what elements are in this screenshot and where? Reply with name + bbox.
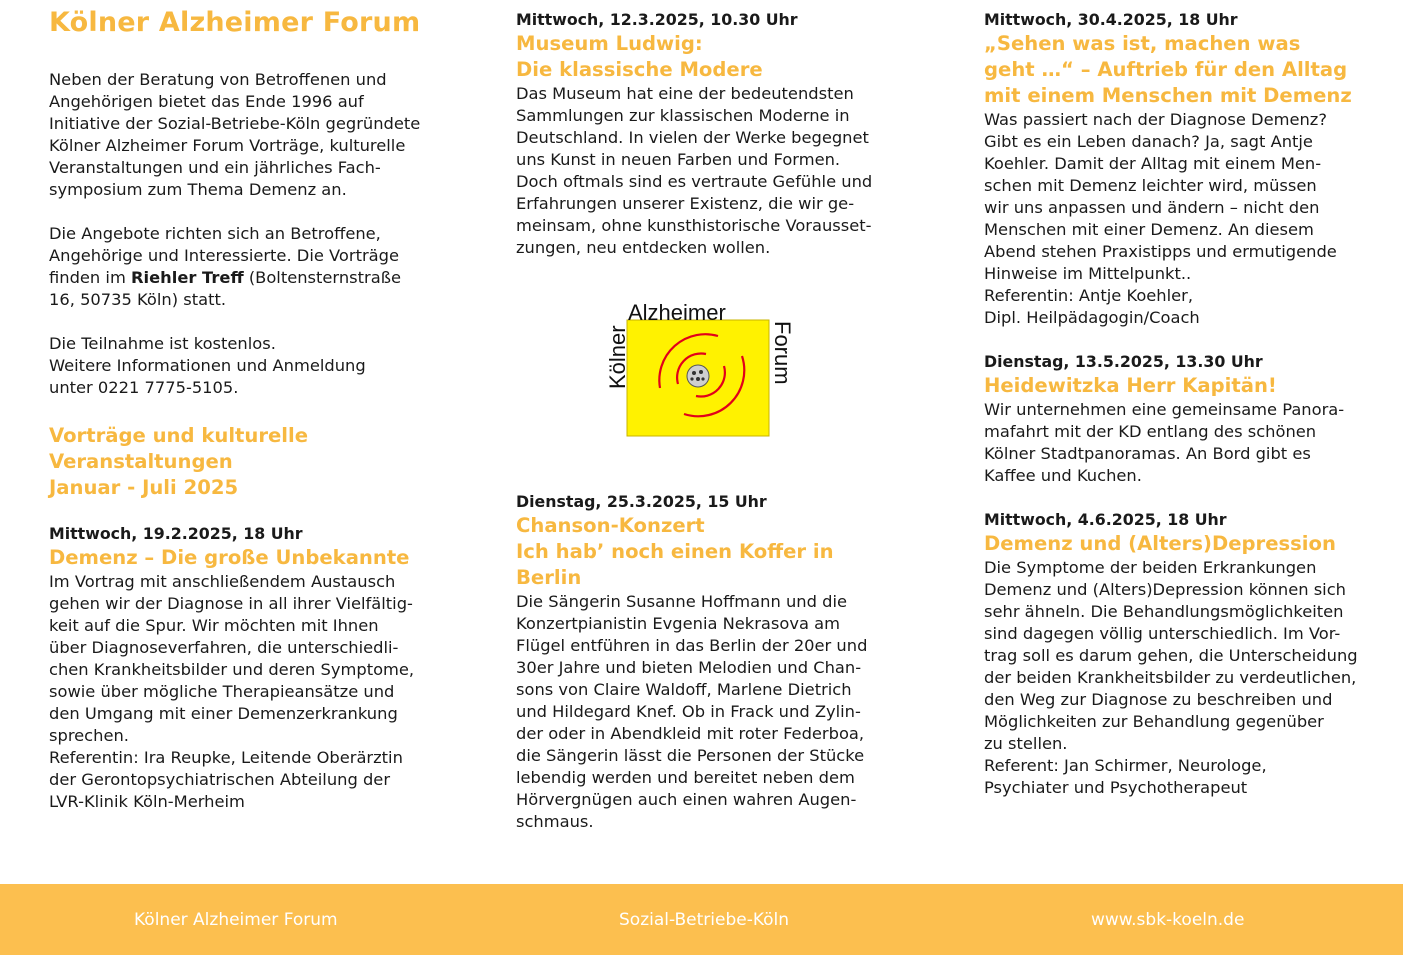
logo-word-top: Alzheimer bbox=[628, 300, 726, 325]
text-line: Weitere Informationen und Anmeldung bbox=[49, 356, 366, 375]
text-line: Angehörige und Interessierte. Die Vorträge bbox=[49, 246, 399, 265]
text-line: der Gerontopsychiatrischen Abteilung der bbox=[49, 770, 391, 789]
text-line: Doch oftmals sind es vertraute Gefühle und bbox=[516, 172, 873, 191]
event-title: Demenz – Die große Unbekannte bbox=[49, 546, 410, 569]
text-line: chen Krankheitsbilder und deren Symptome, bbox=[49, 660, 415, 679]
text-line: LVR-Klinik Köln-Merheim bbox=[49, 792, 245, 811]
event-date: Mittwoch, 30.4.2025, 18 Uhr bbox=[984, 10, 1238, 29]
text-line: zu stellen. bbox=[984, 734, 1068, 753]
text-line: Demenz und (Alters)Depression können sich bbox=[984, 580, 1346, 599]
event-date: Mittwoch, 4.6.2025, 18 Uhr bbox=[984, 510, 1227, 529]
event-title: Heidewitzka Herr Kapitän! bbox=[984, 374, 1277, 397]
text-line: Kaffee und Kuchen. bbox=[984, 466, 1142, 485]
text-line: den Umgang mit einer Demenzerkrankung bbox=[49, 704, 398, 723]
logo-graphic bbox=[606, 296, 796, 446]
text-line: Erfahrungen unserer Existenz, die wir ge- bbox=[516, 194, 855, 213]
text-line: Was passiert nach der Diagnose Demenz? bbox=[984, 110, 1327, 129]
text-line: meinsam, ohne kunsthistorische Vorausset- bbox=[516, 216, 872, 235]
text-line: Konzertpianistin Evgenia Nekrasova am bbox=[516, 614, 840, 633]
event-title: Ich hab’ noch einen Koffer in Berlin bbox=[516, 540, 834, 589]
text-line: wir uns anpassen und ändern – nicht den bbox=[984, 198, 1320, 217]
event-title: „Sehen was ist, machen was bbox=[984, 32, 1301, 55]
text-line-venue bbox=[49, 267, 429, 289]
event-date: Dienstag, 25.3.2025, 15 Uhr bbox=[516, 492, 767, 511]
text-line: Initiative der Sozial-Betriebe-Köln gegründete bbox=[49, 114, 421, 133]
text-line: Gibt es ein Leben danach? Ja, sagt Antje bbox=[984, 132, 1313, 151]
text-line: lebendig werden und bereitet neben dem bbox=[516, 768, 855, 787]
text-line: Im Vortrag mit anschließendem Austausch bbox=[49, 572, 396, 591]
venue-name: Riehler Treff bbox=[130, 268, 244, 287]
text-line: Menschen mit einer Demenz. An diesem bbox=[984, 220, 1314, 239]
footer-company-name: Sozial-Betriebe-Köln bbox=[619, 910, 790, 930]
contact-phone-line: unter 0221 7775-5105. bbox=[49, 378, 239, 397]
text-line: Das Museum hat eine der bedeutendsten bbox=[516, 84, 854, 103]
event-title: Chanson-Konzert bbox=[516, 514, 705, 537]
text-line: Die Symptome der beiden Erkrankungen bbox=[984, 558, 1317, 577]
page-title: Kölner Alzheimer Forum bbox=[49, 7, 421, 38]
heading-line: Januar - Juli 2025 bbox=[49, 476, 239, 499]
text-line: 16, 50735 Köln) statt. bbox=[49, 290, 227, 309]
text-line: schen mit Demenz leichter wird, müssen bbox=[984, 176, 1317, 195]
logo-word-right: Forum bbox=[770, 321, 795, 385]
text-line: sons von Claire Waldoff, Marlene Dietrich bbox=[516, 680, 852, 699]
text-line: Flügel entführen in das Berlin der 20er und bbox=[516, 636, 868, 655]
alzheimer-forum-logo bbox=[606, 296, 796, 446]
text-line: Psychiater und Psychotherapeut bbox=[984, 778, 1248, 797]
text-line: Kölner Alzheimer Forum Vorträge, kulturelle bbox=[49, 136, 406, 155]
section-heading bbox=[49, 423, 429, 501]
text-line: Deutschland. In vielen der Werke begegnet bbox=[516, 128, 869, 147]
text-line: schmaus. bbox=[516, 812, 594, 831]
text-line: Angehörigen bietet das Ende 1996 auf bbox=[49, 92, 364, 111]
text-line: der oder in Abendkleid mit roter Federboa, bbox=[516, 724, 865, 743]
text-line: uns Kunst in neuen Farben und Formen. bbox=[516, 150, 841, 169]
text-line: trag soll es darum gehen, die Unterscheidung bbox=[984, 646, 1358, 665]
text-line: Dipl. Heilpädagogin/Coach bbox=[984, 308, 1200, 327]
event-title: Demenz und (Alters)Depression bbox=[984, 532, 1336, 555]
logo-center-icon bbox=[687, 365, 709, 387]
text-line: Referentin: Ira Reupke, Leitende Oberärztin bbox=[49, 748, 403, 767]
footer-org-name: Kölner Alzheimer Forum bbox=[134, 910, 338, 930]
text-line: Neben der Beratung von Betroffenen und bbox=[49, 70, 387, 89]
text-line: gehen wir der Diagnose in all ihrer Vielfältig- bbox=[49, 594, 413, 613]
event-block bbox=[516, 491, 896, 833]
event-block bbox=[49, 523, 429, 813]
text-line: die Sängerin lässt die Personen der Stücke bbox=[516, 746, 865, 765]
text-line: Möglichkeiten zur Behandlung gegenüber bbox=[984, 712, 1324, 731]
logo-word-left: Kölner bbox=[606, 325, 630, 389]
heading-line: Veranstaltungen bbox=[49, 450, 233, 473]
event-block bbox=[984, 351, 1359, 487]
intro-paragraph-3 bbox=[49, 333, 429, 399]
event-title: mit einem Menschen mit Demenz bbox=[984, 84, 1352, 107]
text-line: zungen, neu entdecken wollen. bbox=[516, 238, 771, 257]
text-line: den Weg zur Diagnose zu beschreiben und bbox=[984, 690, 1333, 709]
text-line: sind dagegen völlig unterschiedlich. Im Vor- bbox=[984, 624, 1341, 643]
event-title: Die klassische Modere bbox=[516, 58, 763, 81]
event-date: Dienstag, 13.5.2025, 13.30 Uhr bbox=[984, 352, 1263, 371]
text-line: Wir unternehmen eine gemeinsame Panora- bbox=[984, 400, 1345, 419]
footer-bar bbox=[0, 884, 1403, 955]
text-line: sehr ähneln. Die Behandlungsmöglichkeiten bbox=[984, 602, 1344, 621]
text-line: sowie über mögliche Therapieansätze und bbox=[49, 682, 395, 701]
column-intro bbox=[49, 0, 429, 813]
text-line: Sammlungen zur klassischen Moderne in bbox=[516, 106, 850, 125]
text-line: der beiden Krankheitsbilder zu verdeutlichen, bbox=[984, 668, 1357, 687]
text-line: und Hildegard Knef. Ob in Frack und Zylin- bbox=[516, 702, 861, 721]
event-date: Mittwoch, 19.2.2025, 18 Uhr bbox=[49, 524, 303, 543]
text-line: über Diagnoseverfahren, die unterschiedli- bbox=[49, 638, 399, 657]
text-line: Die Sängerin Susanne Hoffmann und die bbox=[516, 592, 847, 611]
text-line: Veranstaltungen und ein jährliches Fach- bbox=[49, 158, 381, 177]
event-block bbox=[984, 9, 1359, 329]
column-events-right bbox=[984, 0, 1359, 799]
text-line: Die Teilnahme ist kostenlos. bbox=[49, 334, 276, 353]
text-line: Referent: Jan Schirmer, Neurologe, bbox=[984, 756, 1267, 775]
footer-website-link[interactable]: www.sbk-koeln.de bbox=[1091, 910, 1245, 930]
text-line: Hinweise im Mittelpunkt.. bbox=[984, 264, 1192, 283]
text-line: Die Angebote richten sich an Betroffene, bbox=[49, 224, 381, 243]
event-title: Museum Ludwig: bbox=[516, 32, 703, 55]
text-line: keit auf die Spur. Wir möchten mit Ihnen bbox=[49, 616, 379, 635]
text-fragment: finden im bbox=[49, 268, 131, 287]
text-line: Abend stehen Praxistipps und ermutigende bbox=[984, 242, 1337, 261]
intro-paragraph-2 bbox=[49, 223, 429, 311]
event-date: Mittwoch, 12.3.2025, 10.30 Uhr bbox=[516, 10, 798, 29]
text-fragment: (Boltensternstraße bbox=[243, 268, 401, 287]
text-line: Koehler. Damit der Alltag mit einem Men- bbox=[984, 154, 1322, 173]
text-line: mafahrt mit der KD entlang des schönen bbox=[984, 422, 1317, 441]
text-line: sprechen. bbox=[49, 726, 129, 745]
text-line: symposium zum Thema Demenz an. bbox=[49, 180, 347, 199]
intro-paragraph-1 bbox=[49, 69, 429, 201]
event-block bbox=[984, 509, 1359, 799]
event-block bbox=[516, 9, 896, 259]
event-title: geht …“ – Auftrieb für den Alltag bbox=[984, 58, 1348, 81]
text-line: Referentin: Antje Koehler, bbox=[984, 286, 1194, 305]
heading-line: Vorträge und kulturelle bbox=[49, 424, 309, 447]
text-line: 30er Jahre und bieten Melodien und Chan- bbox=[516, 658, 862, 677]
text-line: Hörvergnügen auch einen wahren Augen- bbox=[516, 790, 857, 809]
text-line: Kölner Stadtpanoramas. An Bord gibt es bbox=[984, 444, 1311, 463]
